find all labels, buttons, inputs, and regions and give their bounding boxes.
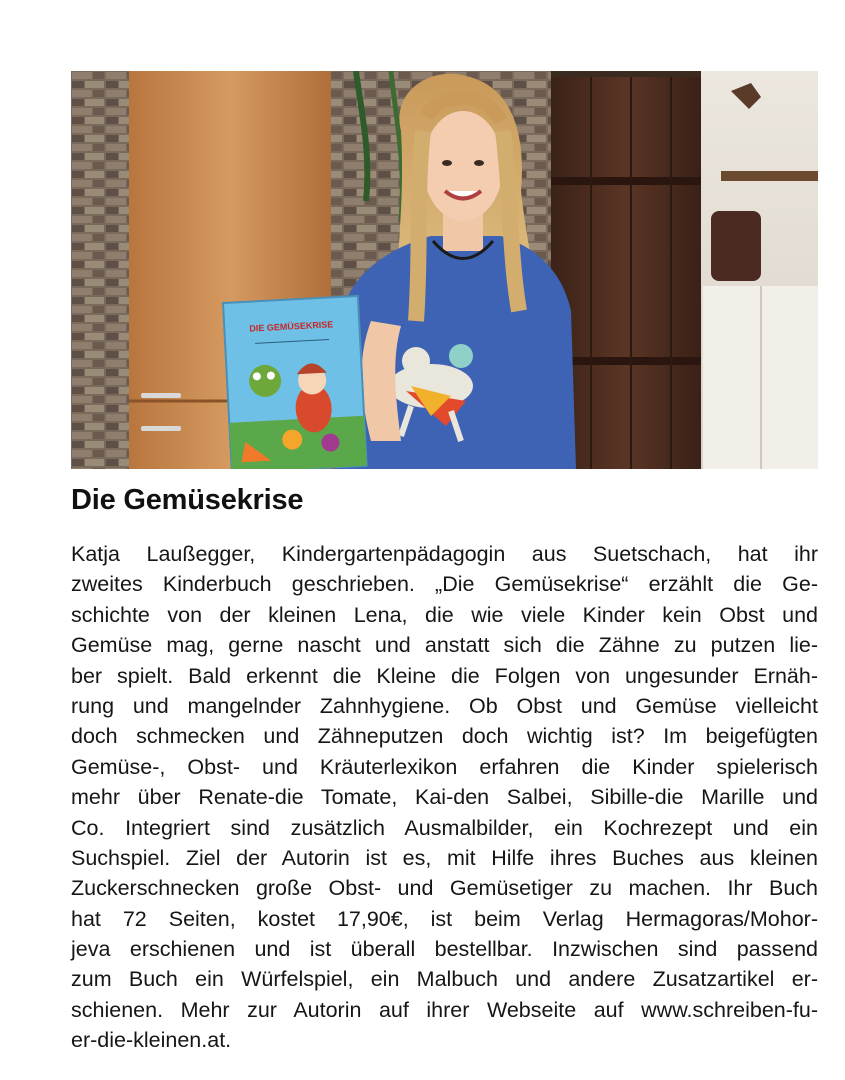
body-line: doch schmecken und Zähneputzen doch wichtig ist? Im beigefügten [71, 724, 818, 749]
body-line: Gemüse-, Obst- und Kräuterlexikon erfahren die Kinder spielerisch [71, 754, 818, 779]
body-line: zum Buch ein Würfelspiel, ein Malbuch und andere Zusatzartikel er- [71, 967, 818, 992]
body-line: Co. Integriert sind zusätzlich Ausmalbilder, ein Kochrezept und ein [71, 815, 818, 840]
article-body [71, 539, 818, 1056]
body-line: ber spielt. Bald erkennt die Kleine die Folgen von ungesunder Ernäh- [71, 663, 818, 688]
body-line-last: er-die-kleinen.at. [71, 1028, 232, 1053]
book-cover-title: DIE GEMÜSEKRISE [249, 319, 334, 334]
body-line: Gemüse mag, gerne nascht und anstatt sich die Zähne zu putzen lie- [71, 633, 818, 658]
body-line: Suchspiel. Ziel der Autorin ist es, mit Hilfe ihres Buches aus kleinen [71, 845, 818, 870]
body-line: jeva erschienen und ist überall bestellbar. Inzwischen sind passend [71, 937, 818, 962]
author-with-book-photo [71, 71, 818, 469]
body-line: schichte von der kleinen Lena, die wie viele Kinder kein Obst und [71, 602, 818, 627]
body-line: Zuckerschnecken große Obst- und Gemüsetiger zu machen. Ihr Buch [71, 876, 818, 901]
article-headline: Die Gemüsekrise [71, 484, 304, 516]
body-line: schienen. Mehr zur Autorin auf ihrer Webseite auf www.schreiben-fu- [71, 997, 818, 1022]
body-line: zweites Kinderbuch geschrieben. „Die Gemüsekrise“ erzählt die Ge- [71, 572, 818, 597]
body-line: hat 72 Seiten, kostet 17,90€, ist beim Verlag Hermagoras/Mohor- [71, 906, 818, 931]
body-line: Katja Laußegger, Kindergartenpädagogin aus Suetschach, hat ihr [71, 542, 818, 566]
body-line: mehr über Renate-die Tomate, Kai-den Salbei, Sibille-die Marille und [71, 785, 818, 810]
article-photo [71, 71, 818, 469]
body-line: rung und mangelnder Zahnhygiene. Ob Obst und Gemüse vielleicht [71, 693, 818, 718]
